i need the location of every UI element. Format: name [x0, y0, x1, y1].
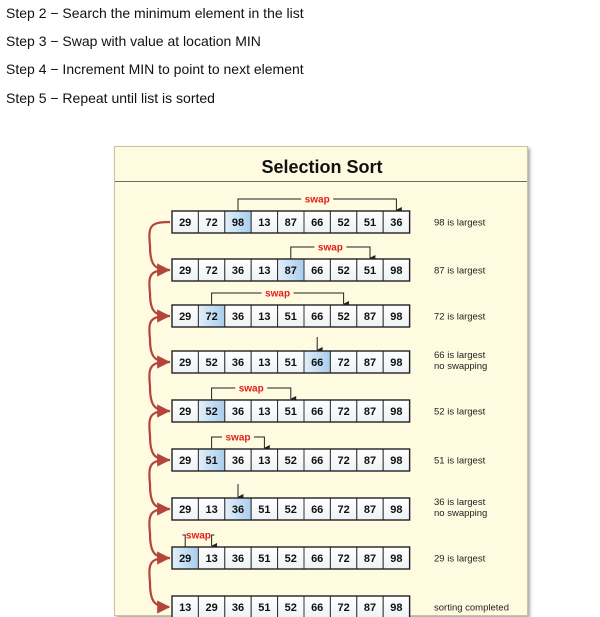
row-note: sorting completed — [434, 602, 509, 614]
swap-bracket-left — [212, 388, 236, 400]
array-cell-value: 87 — [363, 455, 377, 467]
array-cell-value: 98 — [390, 311, 403, 323]
row-note: 52 is largest — [434, 406, 486, 418]
array-cell-value: 29 — [179, 455, 192, 467]
array-cell-value: 29 — [179, 357, 192, 369]
diagram-title: Selection Sort — [261, 157, 383, 177]
array-cell-value: 51 — [284, 357, 297, 369]
swap-label: swap — [225, 432, 251, 444]
swap-label: swap — [238, 383, 264, 395]
array-cell-value: 72 — [337, 357, 350, 369]
array-cell-value: 13 — [258, 357, 271, 369]
array-cell-value: 13 — [258, 311, 271, 323]
array-cell-value: 36 — [231, 311, 245, 323]
array-cell-value: 36 — [231, 602, 245, 614]
array-cell-value: 87 — [363, 311, 377, 323]
array-cell-value: 13 — [258, 406, 271, 418]
step-2-text: Step 2 − Search the minimum element in the list — [6, 5, 304, 21]
row-connector-arrow — [149, 316, 170, 362]
array-cell-value: 36 — [231, 406, 245, 418]
array-cell-value: 52 — [337, 217, 350, 229]
row-note: 29 is largest — [434, 553, 486, 565]
array-cell-value: 51 — [258, 504, 271, 516]
step-3-text: Step 3 − Swap with value at location MIN — [6, 33, 261, 49]
step-4-text: Step 4 − Increment MIN to point to next element — [6, 61, 304, 77]
row-connector-arrow — [149, 460, 170, 509]
swap-label: swap — [317, 242, 343, 254]
array-cell-value: 36 — [231, 265, 245, 277]
swap-bracket-right — [254, 437, 264, 448]
array-cell-value: 66 — [311, 406, 324, 418]
swap-bracket-right — [294, 293, 344, 304]
row-connector-arrow — [149, 362, 170, 411]
array-cell-value: 66 — [311, 504, 324, 516]
swap-bracket-right — [333, 199, 396, 210]
array-cell-value: 98 — [390, 602, 403, 614]
row-note: 36 is largest — [434, 497, 486, 508]
row-note: 87 is largest — [434, 265, 486, 277]
array-cell-value: 87 — [363, 357, 377, 369]
array-cell-value: 51 — [284, 311, 297, 323]
array-cell-value: 87 — [284, 265, 297, 277]
array-cell-value: 98 — [231, 217, 245, 229]
array-cell-value: 72 — [205, 311, 218, 323]
array-cell-value: 52 — [337, 265, 350, 277]
array-cell-value: 66 — [311, 311, 324, 323]
array-cell-value: 52 — [205, 406, 218, 418]
diagram-canvas — [115, 147, 529, 617]
swap-bracket-left — [212, 293, 262, 305]
array-cell-value: 13 — [179, 602, 192, 614]
swap-bracket-right — [346, 247, 370, 258]
array-cell-value: 98 — [390, 504, 403, 516]
array-cell-value: 29 — [179, 311, 192, 323]
array-cell-value: 66 — [311, 357, 324, 369]
array-cell-value: 72 — [337, 602, 350, 614]
row-connector-arrow — [149, 509, 170, 558]
row-note: 51 is largest — [434, 455, 486, 467]
array-cell-value: 51 — [258, 553, 271, 565]
row-note: 98 is largest — [434, 217, 486, 229]
array-cell-value: 72 — [205, 217, 218, 229]
array-cell-value: 13 — [258, 265, 271, 277]
row-note: no swapping — [434, 361, 488, 372]
step-5-text: Step 5 − Repeat until list is sorted — [6, 90, 215, 106]
array-cell-value: 29 — [205, 602, 218, 614]
array-cell-value: 29 — [179, 553, 192, 565]
array-cell-value: 98 — [390, 265, 403, 277]
swap-bracket-right — [267, 388, 291, 399]
array-cell-value: 36 — [390, 217, 403, 229]
array-cell-value: 13 — [258, 217, 271, 229]
array-cell-value: 98 — [390, 406, 403, 418]
array-cell-value: 36 — [231, 553, 245, 565]
array-cell-value: 52 — [337, 311, 350, 323]
array-cell-value: 87 — [363, 406, 377, 418]
array-cell-value: 52 — [284, 455, 297, 467]
swap-label: swap — [265, 288, 291, 300]
array-cell-value: 66 — [311, 455, 324, 467]
row-connector-arrow — [149, 222, 170, 270]
array-cell-value: 29 — [179, 265, 192, 277]
array-cell-value: 36 — [231, 455, 245, 467]
array-cell-value: 72 — [337, 504, 350, 516]
array-cell-value: 52 — [284, 553, 297, 565]
array-cell-value: 52 — [284, 602, 297, 614]
swap-bracket-left — [238, 199, 301, 211]
swap-bracket-left — [291, 247, 315, 259]
swap-label: swap — [185, 530, 211, 542]
array-cell-value: 51 — [258, 602, 271, 614]
array-cell-value: 36 — [231, 504, 245, 516]
selection-sort-diagram — [114, 146, 528, 616]
array-cell-value: 29 — [179, 504, 192, 516]
array-cell-value: 72 — [337, 406, 350, 418]
array-cell-value: 72 — [205, 265, 218, 277]
array-cell-value: 66 — [311, 553, 324, 565]
array-cell-value: 98 — [390, 553, 403, 565]
swap-bracket-left — [182, 535, 185, 547]
array-cell-value: 87 — [363, 553, 377, 565]
array-cell-value: 13 — [205, 553, 218, 565]
array-cell-value: 66 — [311, 217, 324, 229]
row-connector-arrow — [149, 411, 170, 460]
row-note: 72 is largest — [434, 311, 486, 323]
array-cell-value: 98 — [390, 455, 403, 467]
array-cell-value: 52 — [284, 504, 297, 516]
array-cell-value: 72 — [337, 455, 350, 467]
array-cell-value: 51 — [205, 455, 218, 467]
array-cell-value: 66 — [311, 265, 324, 277]
array-cell-value: 51 — [363, 265, 377, 277]
array-cell-value: 51 — [284, 406, 297, 418]
swap-bracket-right — [212, 535, 215, 546]
array-cell-value: 72 — [337, 553, 350, 565]
swap-bracket-left — [212, 437, 222, 449]
swap-label: swap — [304, 194, 330, 206]
row-note: 66 is largest — [434, 350, 486, 361]
array-cell-value: 98 — [390, 357, 403, 369]
array-cell-value: 87 — [363, 504, 377, 516]
row-note: no swapping — [434, 508, 488, 519]
row-connector-arrow — [149, 270, 170, 316]
array-cell-value: 66 — [311, 602, 324, 614]
array-cell-value: 29 — [179, 406, 192, 418]
array-cell-value: 36 — [231, 357, 245, 369]
array-cell-value: 52 — [205, 357, 218, 369]
array-cell-value: 87 — [363, 602, 377, 614]
array-cell-value: 29 — [179, 217, 192, 229]
array-cell-value: 13 — [258, 455, 271, 467]
array-cell-value: 87 — [284, 217, 297, 229]
array-cell-value: 13 — [205, 504, 218, 516]
array-cell-value: 51 — [363, 217, 377, 229]
